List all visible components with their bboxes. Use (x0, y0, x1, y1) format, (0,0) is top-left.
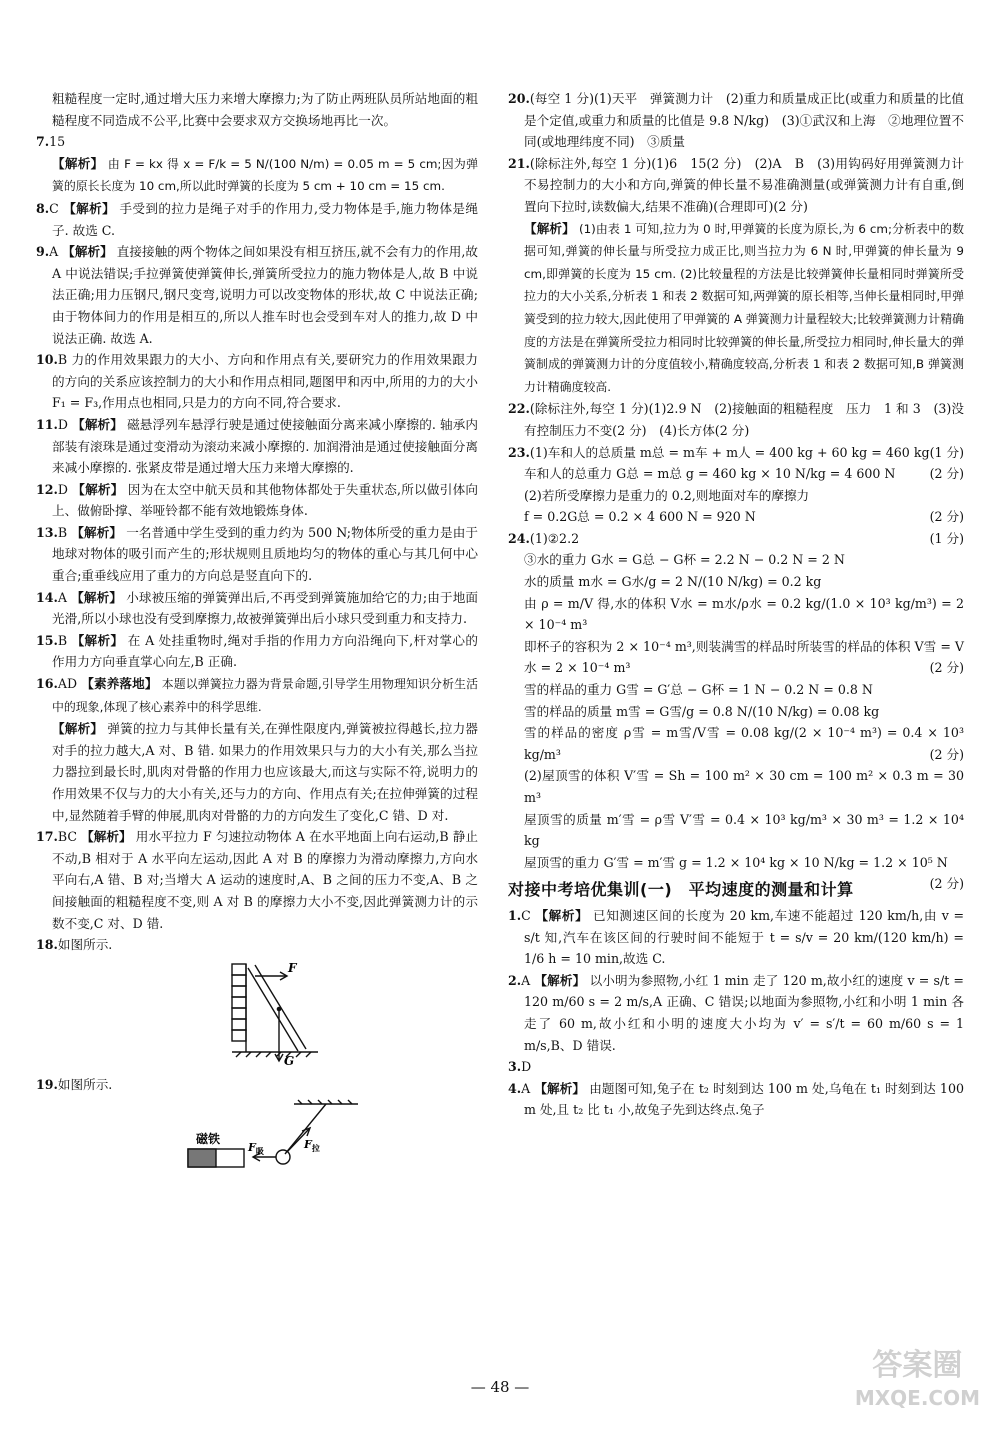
answer-text: (每空 1 分)(1)天平 弹簧测力计 (2)重力和质量成正比(或重力和质量的比值是个定值,或重力和质量的比值是 9.8 N/kg) (3)①武汉和上海 ②地理位置不同(或地理纬度不同) ③质量 (524, 91, 964, 150)
answer-choice: C (521, 907, 531, 923)
magnet-label: 磁铁 (196, 1131, 221, 1146)
question-number: 15. (36, 632, 58, 648)
answer-8 (36, 198, 478, 241)
force-label-pull (303, 1138, 320, 1153)
solution-text: (1)②2.2 (529, 530, 580, 546)
ladder-rail (248, 968, 298, 1051)
wall-brick (232, 975, 246, 986)
analysis-tag: 【解析】 (535, 907, 589, 923)
answer-22 (508, 398, 964, 441)
solution-text: (2)若所受摩擦力是重力的 0.2,则地面对车的摩擦力 (524, 487, 810, 503)
analysis-text: 弹簧的拉力与其伸长量有关,在弹性限度内,弹簧被拉得越长,拉力器对手的拉力越大,A 对、B 错. 如果力的作用效果只与力的大小有关,那么当拉力器拉到最长时,肌肉对骨骼的作用力也应该最大,而这与实际不符,说明力的作用效果不仅与力的大小有关,还与力的方向、作用点有关;在拉伸弹簧的过程中,显然随着手臂的伸展,肌肉对骨骼的力的方向发生了变化,C 错、D 对. (52, 721, 478, 823)
literacy-tag: 【素养落地】 (81, 676, 158, 692)
question-number: 11. (36, 416, 58, 432)
answer-choice: A (521, 1080, 531, 1096)
analysis-text: 手受到的拉力是绳子对手的作用力,受力物体是手,施力物体是绳子. 故选 C. (52, 200, 478, 238)
question-number: 19. (36, 1077, 58, 1093)
page-number: — 48 — (470, 1378, 530, 1396)
watermark-bottom: MXQE.COM (854, 1386, 980, 1410)
center-of-gravity (277, 1006, 282, 1011)
analysis-text: 以小明为参照物,小红 1 min 走了 120 m,故小红的速度 v = s/t = 120 m/60 s = 2 m/s,A 正确、C 错误;以地面为参照物,小红和小明 1 min 各走了 60 m,故小红和小明的速度大小均为 v′ = s′/t = 60 m/60 s = 1 m/s,B、D 错误. (524, 972, 964, 1053)
analysis-text: 直接接触的两个物体之间如果没有相互挤压,就不会有力的作用,故 A 中说法错误;手拉弹簧使弹簧伸长,弹簧所受拉力的施力物体是人,故 B 中说法正确;用力压钢尺,钢尺变弯,说明力可以改变物体的形状,故 C 中说法正确;由于物体间力的作用是相互的,所以人推车时也会受到车对人的推力,故 D 中说法正确. 故选 A. (52, 244, 478, 346)
score-mark: (1 分) (929, 444, 964, 460)
answer-10 (36, 349, 478, 414)
analysis-16 (36, 718, 478, 826)
force-label-attract (247, 1141, 264, 1156)
question-number: 12. (36, 481, 58, 497)
question-number: 18. (36, 937, 58, 953)
watermark-top: 答案圈 (872, 1348, 963, 1383)
analysis-text: 一名普通中学生受到的重力约为 500 N;物体所受的重力是由于地球对物体的吸引而产生的;形状规则且质地均匀的物体的重心与其几何中心重合;重垂线应用了重力的方向总是竖直向下的. (52, 524, 478, 584)
force-subscript: 拉 (311, 1142, 320, 1153)
solution-line (508, 722, 964, 765)
force-label-f: F (288, 960, 297, 975)
answer-choice: A (49, 244, 59, 260)
question-number: 8. (36, 200, 50, 216)
figure-19-magnet-ball (36, 1096, 478, 1186)
solution-text: 屋顶雪的重力 G′雪 = m′雪 g = 1.2 × 10⁴ kg × 10 N/kg = 1.2 × 10⁵ N (524, 854, 948, 870)
answer-11 (36, 414, 478, 479)
analysis-text: (1)由表 1 可知,拉力为 0 时,甲弹簧的长度为原长,为 6 cm;分析表中的数据可知,弹簧的伸长量与所受拉力成正比,则当拉力为 6 N 时,甲弹簧的伸长量为 9 cm,即弹簧的长度为 15 cm. (2)比较量程的方法是比较弹簧伸长量相同时弹簧所受拉力的大小关系,分析表 1 和表 2 数据可知,两弹簧的原长相等,当伸长量相同时,甲弹簧受到的拉力较大,因此使用了甲弹簧的 A 弹簧测力计量程较大;比较弹簧测力计精确度的方法是在弹簧所受拉力相同时比较弹簧的伸长量,所受拉力相同时,伸长量大的弹簧制成的弹簧测力计的分度值较小,精确度较高,分析表 1 和表 2 数据可知,B 弹簧测力计精确度较高. (524, 221, 964, 394)
solution-line: 屋顶雪的质量 m′雪 = ρ雪 V′雪 = 0.4 × 10³ kg/m³ × 30 m³ = 1.2 × 10⁴ kg (524, 811, 964, 849)
question-number: 10. (36, 352, 58, 368)
watermark-logo (855, 1350, 980, 1414)
question-number: 21. (508, 155, 530, 171)
analysis-tag: 【解析】 (63, 200, 116, 216)
question-number: 2. (508, 972, 522, 988)
answer-s4 (508, 1078, 964, 1121)
solution-line: 雪的样品的质量 m雪 = G雪/g = 0.8 N/(10 N/kg) = 0.08 kg (524, 703, 880, 719)
wall-brick (232, 964, 246, 975)
answer-choice: BC (57, 829, 78, 845)
question-number: 13. (36, 524, 58, 540)
answer-13 (36, 522, 478, 587)
score-mark: (2 分) (929, 509, 964, 525)
answer-14 (36, 587, 478, 630)
solution-text: 即杯子的容积为 2 × 10⁻⁴ m³,则装满雪的样品时所装雪的样品的体积 V雪 = V水 = 2 × 10⁻⁴ m³ (524, 638, 964, 676)
solution-text: (1)车和人的总质量 m总 = m车 + m人 = 400 kg + 60 kg = 460 kg (529, 444, 930, 460)
analysis-text: 已知测速区间的长度为 20 km,车速不能超过 120 km/h,由 v = s/t 知,汽车在该区间的行驶时间不能短于 t = s/v = 20 km/(120 km/h) = 1/6 h = 10 min,故选 C. (524, 907, 964, 967)
analysis-tag: 【解析】 (71, 524, 123, 540)
score-mark: (2 分) (929, 876, 964, 892)
wall-brick (232, 986, 246, 997)
answer-choice: B (57, 524, 68, 540)
analysis-tag: 【解析】 (534, 972, 586, 988)
answer-16 (36, 673, 478, 718)
section-title: 对接中考培优集训(一) 平均速度的测量和计算 (508, 880, 854, 900)
question-number: 7. (36, 134, 50, 150)
force-symbol: F (248, 1140, 256, 1154)
solution-line: 由 ρ = m/V 得,水的体积 V水 = m水/ρ水 = 0.2 kg/(1.0 × 10³ kg/m³) = 2 × 10⁻⁴ m³ (524, 595, 964, 633)
analysis-text: 因为在太空中航天员和其他物体都处于失重状态,所以做引体向上、做俯卧撑、举哑铃都不能有效地锻炼身体. (52, 481, 478, 519)
question-number: 24. (508, 530, 530, 546)
solution-line (508, 485, 964, 507)
solution-line: ③水的重力 G水 = G总 − G杯 = 2.2 N − 0.2 N = 2 N (524, 552, 845, 568)
answer-value: 15 (49, 134, 66, 150)
analysis-text: 用水平拉力 F 匀速拉动物体 A 在水平地面上向右运动,B 静止不动,B 相对于 A 水平向左运动,因此 A 对 B 的摩擦力为滑动摩擦力,方向水平向右,A 错、B 对;当增大 A 运动的速度时,A、B 之间的压力不变,A、B 之间接触面的粗糙程度不变,则 A 对 B 的摩擦力大小不变,因此弹簧测力计的示数不变,C 对、D 错. (52, 829, 478, 931)
solution-line: (2)屋顶雪的体积 V′雪 = Sh = 100 m² × 30 cm = 100 m² × 0.3 m = 30 m³ (524, 768, 964, 805)
solution-line (508, 506, 964, 528)
ground-hatching (236, 1052, 311, 1057)
analysis-tag: 【解析】 (534, 1080, 586, 1096)
analysis-text: 力的作用效果跟力的大小、方向和作用点有关,要研究力的作用效果跟力的方向的关系应该控制力的大小和作用点相同,题图甲和丙中,所用的力的大小 F₁ = F₃,作用点也相同,只是力的方向不同,符合要求. (52, 352, 478, 411)
question-number: 17. (36, 829, 58, 845)
question-number: 1. (508, 907, 522, 923)
solution-line: 雪的样品的重力 G雪 = G′总 − G杯 = 1 N − 0.2 N = 0.8 N (524, 682, 873, 698)
force-symbol: F (304, 1137, 312, 1151)
wall-brick (232, 1019, 246, 1030)
answer-15 (36, 630, 478, 673)
iron-ball (276, 1150, 290, 1164)
answer-choice: B (57, 352, 68, 368)
wall-brick (232, 1030, 246, 1041)
right-column (508, 88, 964, 1121)
analysis-tag: 【解析】 (52, 721, 104, 737)
analysis-text: 小球被压缩的弹簧弹出后,不再受到弹簧施加给它的力;由于地面光滑,所以小球也没有受到摩擦力,故被弹簧弹出后小球只受到重力和支持力. (52, 589, 479, 627)
wall-brick (232, 1008, 246, 1019)
wall-brick (232, 997, 246, 1008)
solution-line (508, 463, 964, 485)
score-mark: (2 分) (929, 746, 964, 762)
score-mark: (2 分) (929, 660, 964, 676)
solution-line (508, 528, 964, 550)
answer-choice: A (521, 972, 531, 988)
magnet-pole (188, 1149, 216, 1167)
force-label-g: G (284, 1053, 295, 1068)
analysis-tag: 【解析】 (81, 829, 132, 845)
answer-choice: D (57, 416, 69, 432)
answer-19 (36, 1074, 478, 1096)
question-number: 3. (508, 1059, 522, 1075)
analysis-tag: 【解析】 (71, 632, 124, 648)
question-number: 4. (508, 1080, 522, 1096)
answer-7 (36, 131, 478, 153)
solution-text: f = 0.2G总 = 0.2 × 4 600 N = 920 N (524, 509, 756, 525)
figure-18-ladder-forces (36, 956, 478, 1068)
answer-choice: AD (57, 676, 78, 692)
score-mark: (1 分) (929, 530, 964, 546)
score-mark: (2 分) (929, 466, 964, 482)
analysis-tag: 【解析】 (62, 244, 113, 260)
answer-12 (36, 479, 478, 522)
force-subscript: 吸 (255, 1145, 264, 1156)
answer-s3 (508, 1056, 964, 1078)
answer-s1 (508, 905, 964, 970)
question-number: 23. (508, 444, 530, 460)
answer-choice: A (57, 589, 68, 605)
answer-choice: D (521, 1059, 532, 1075)
answer-choice: B (57, 632, 68, 648)
question-number: 16. (36, 676, 58, 692)
analysis-tag: 【解析】 (72, 481, 124, 497)
analysis-text: 由 F = kx 得 x = F/k = 5 N/(100 N/m) = 0.05 m = 5 cm;因为弹簧的原长长度为 10 cm,所以此时弹簧的长度为 5 cm + 10 cm = 15 cm. (52, 156, 478, 194)
question-number: 22. (508, 401, 530, 417)
analysis-tag: 【解析】 (72, 416, 123, 432)
solution-text: 车和人的总重力 G总 = m总 g = 460 kg × 10 N/kg = 4 600 N (524, 466, 896, 482)
answer-s2 (508, 970, 964, 1056)
solution-line (508, 636, 964, 679)
question-number: 9. (36, 244, 50, 260)
answer-20 (508, 88, 964, 153)
left-column (36, 88, 478, 1193)
ladder-rail (255, 965, 306, 1049)
answer-text: 如图所示. (57, 937, 113, 953)
solution-line (508, 442, 964, 464)
question-number: 20. (508, 91, 530, 106)
solution-line: 水的质量 m水 = G水/g = 2 N/(10 N/kg) = 0.2 kg (524, 574, 822, 590)
answer-text: 如图所示. (57, 1077, 113, 1093)
solution-text: 雪的样品的密度 ρ雪 = m雪/V雪 = 0.08 kg/(2 × 10⁻⁴ m³) = 0.4 × 10³ kg/m³ (524, 725, 964, 762)
analysis-tag: 【解析】 (71, 589, 123, 605)
answer-paragraph: 粗糙程度一定时,通过增大压力来增大摩擦力;为了防止两班队员所站地面的粗糙程度不同造成不公平,比赛中会要求双方交换场地再比一次。 (52, 91, 478, 128)
literacy-text: 本题以弹簧拉力器为背景命题,引导学生用物理知识分析生活中的现象,体现了核心素养中的科学思维. (52, 677, 479, 714)
analysis-7 (36, 153, 478, 198)
answer-text: (除标注外,每空 1 分)(1)2.9 N (2)接触面的粗糙程度 压力 1 和 3 (3)没有控制压力不变(2 分) (4)长方体(2 分) (524, 401, 964, 438)
answer-18 (36, 934, 478, 956)
answer-17 (36, 826, 478, 934)
answer-text: (除标注外,每空 1 分)(1)6 15(2 分) (2)A B (3)用钩码好用弹簧测力计不易控制力的大小和方向,弹簧的伸长量不易准确测量(或弹簧测力计有自重,倒置向下拉时,读数偏大,结果不准确)(合理即可)(2 分) (524, 155, 964, 214)
answer-21 (508, 153, 964, 218)
analysis-tag: 【解析】 (524, 220, 575, 236)
answer-choice: D (57, 481, 69, 497)
answer-choice: C (49, 200, 59, 216)
analysis-tag: 【解析】 (52, 155, 104, 171)
analysis-text: 在 A 处挂重物时,绳对手指的作用力方向沿绳向下,杆对掌心的作用力方向垂直掌心向左,B 正确. (52, 632, 478, 670)
question-number: 14. (36, 589, 58, 605)
analysis-text: 磁悬浮列车悬浮行驶是通过使接触面分离来减小摩擦的. 轴承内部装有滚珠是通过变滑动为滚动来减小摩擦的. 加润滑油是通过使接触面分离来减小摩擦的. 张紧皮带是通过增大压力来增大摩擦的. (52, 416, 479, 476)
analysis-21 (508, 218, 964, 399)
answer-23 (508, 442, 964, 528)
analysis-text: 由题图可知,兔子在 t₂ 时刻到达 100 m 处,乌龟在 t₁ 时刻到达 100 m 处,且 t₂ 比 t₁ 小,故兔子先到达终点.兔子 (524, 1080, 964, 1118)
answer-9 (36, 241, 478, 349)
